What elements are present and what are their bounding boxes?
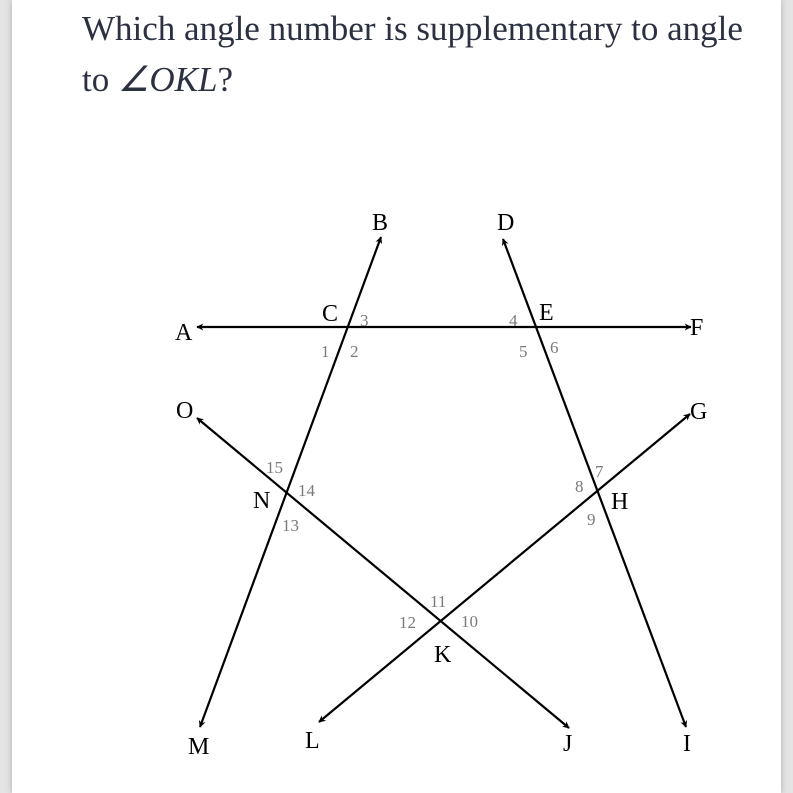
point-label-j: J [563, 731, 573, 757]
angle-number-10: 10 [461, 612, 478, 631]
line-bm [200, 237, 381, 727]
angle-number-6: 6 [550, 338, 559, 357]
point-label-d: D [497, 210, 515, 236]
angle-okl-math: ∠OKL [117, 60, 218, 99]
point-label-h: H [611, 489, 629, 515]
line-di [503, 239, 686, 727]
angle-number-5: 5 [519, 342, 528, 361]
point-label-g: G [690, 399, 708, 425]
point-label-o: O [176, 398, 194, 424]
point-label-e: E [539, 300, 554, 326]
point-label-n: N [253, 488, 271, 514]
point-label-c: C [322, 301, 339, 327]
angle-number-9: 9 [587, 510, 596, 529]
angle-number-11: 11 [430, 592, 447, 611]
point-label-a: A [175, 320, 193, 346]
angle-number-8: 8 [575, 477, 584, 496]
angle-number-12: 12 [399, 613, 416, 632]
line-gl [319, 414, 690, 722]
point-label-k: K [434, 642, 452, 668]
line-oj [197, 418, 569, 728]
angle-number-4: 4 [509, 311, 518, 330]
angle-number-7: 7 [595, 462, 604, 481]
point-label-b: B [372, 210, 389, 236]
question-prefix: Which angle number is supplementary to angle to [82, 9, 743, 99]
angle-number-13: 13 [282, 516, 299, 535]
point-label-l: L [305, 728, 320, 754]
angle-number-3: 3 [360, 311, 369, 330]
point-label-m: M [188, 734, 210, 760]
angle-number-15: 15 [266, 458, 283, 477]
angle-number-14: 14 [298, 481, 315, 500]
question-suffix: ? [217, 60, 233, 99]
point-label-f: F [690, 315, 704, 341]
angle-number-1: 1 [321, 342, 330, 361]
angle-number-2: 2 [350, 342, 359, 361]
point-label-i: I [683, 731, 691, 757]
